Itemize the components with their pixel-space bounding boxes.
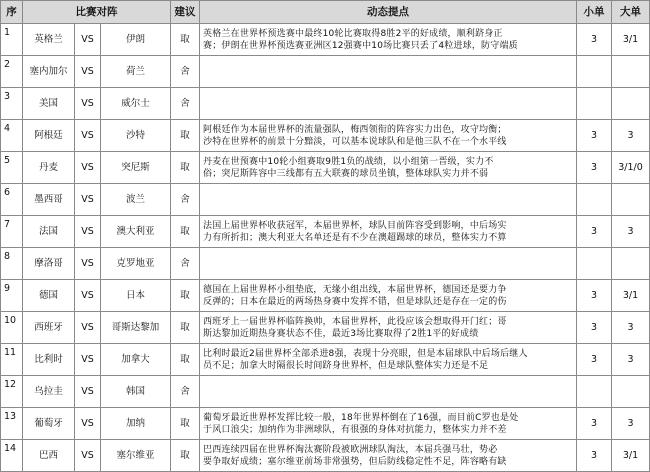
analysis-cell [200,440,577,472]
home-team: 巴西 [23,440,75,472]
analysis-cell [200,152,577,184]
advice-cell: 舍 [171,88,200,120]
analysis-line: 斯达黎加近期热身赛状态不佳，最近3场比赛取得了2胜1平的好成绩 [203,328,479,339]
small-bet [577,88,612,120]
row-number: 14 [1,440,23,472]
away-team: 哥斯达黎加 [101,312,171,344]
header-row [1,1,650,24]
away-team: 荷兰 [101,56,171,88]
home-team: 德国 [23,280,75,312]
away-team: 克罗地亚 [101,248,171,280]
small-bet: 3 [577,440,612,472]
analysis-line: 丹麦在世预赛中10轮小组赛取9胜1负的战绩，以小组第一晋级，实力不 [203,156,494,167]
big-bet: 3 [612,312,650,344]
table-row [1,344,650,376]
row-number: 13 [1,408,23,440]
row-number: 4 [1,120,23,152]
small-bet: 3 [577,120,612,152]
analysis-cell [200,184,577,216]
analysis-line: 要争取好成绩；塞尔维亚前场非常强势，但后防线稳定性不足，阵容略有缺 [203,456,507,467]
vs-label: VS [75,248,101,280]
away-team: 韩国 [101,376,171,408]
row-number: 5 [1,152,23,184]
analysis-cell [200,312,577,344]
analysis-cell [200,280,577,312]
table-row [1,184,650,216]
header-advice: 建议 [171,1,200,24]
advice-cell: 取 [171,312,200,344]
analysis-line: 阿根廷作为本届世界杯的流量强队，梅西领衔的阵容实力出色，攻守均衡； [203,124,507,135]
table-body [1,24,650,472]
vs-label: VS [75,280,101,312]
analysis-cell [200,248,577,280]
advice-cell: 取 [171,408,200,440]
header-big: 大单 [612,1,650,24]
away-team: 伊朗 [101,24,171,56]
vs-label: VS [75,120,101,152]
header-analysis: 动态提点 [200,1,577,24]
big-bet [612,56,650,88]
table-row [1,376,650,408]
home-team: 摩洛哥 [23,248,75,280]
home-team: 塞内加尔 [23,56,75,88]
analysis-line: 比利时最近2届世界杯全部杀进8强，表现十分亮眼，但是本届球队中后场后继人 [203,348,528,359]
big-bet: 3 [612,344,650,376]
away-team: 加纳 [101,408,171,440]
big-bet: 3/1/0 [612,152,650,184]
big-bet: 3 [612,216,650,248]
header-matchup: 比赛对阵 [23,1,171,24]
table-row [1,152,650,184]
table-row [1,56,650,88]
table-row [1,120,650,152]
vs-label: VS [75,24,101,56]
row-number: 9 [1,280,23,312]
advice-cell: 取 [171,440,200,472]
vs-label: VS [75,152,101,184]
big-bet: 3/1 [612,440,650,472]
away-team: 日本 [101,280,171,312]
table-row [1,88,650,120]
small-bet: 3 [577,280,612,312]
advice-cell: 舍 [171,184,200,216]
advice-cell: 取 [171,120,200,152]
home-team: 比利时 [23,344,75,376]
home-team: 乌拉圭 [23,376,75,408]
away-team: 波兰 [101,184,171,216]
vs-label: VS [75,344,101,376]
analysis-line: 俗；突尼斯阵容中三线都有五大联赛的球员坐镇，整体球队实力并不弱 [203,168,489,179]
home-team: 美国 [23,88,75,120]
analysis-line: 于风口浪尖；加纳作为非洲球队，有很强的身体对抗能力，整体实力并不差 [203,424,507,435]
analysis-line: 西班牙上一届世界杯临阵换帅，本届世界杯，此役应该会想取得开门红；哥 [203,316,507,327]
small-bet [577,248,612,280]
advice-cell: 取 [171,216,200,248]
small-bet [577,56,612,88]
away-team: 加拿大 [101,344,171,376]
small-bet: 3 [577,152,612,184]
table-row [1,280,650,312]
vs-label: VS [75,376,101,408]
table-row [1,248,650,280]
big-bet: 3 [612,120,650,152]
advice-cell: 取 [171,152,200,184]
home-team: 西班牙 [23,312,75,344]
row-number: 2 [1,56,23,88]
analysis-line: 巴西连续四届在世界杯淘汰赛阶段被欧洲球队淘汰，本届兵强马壮，势必 [203,444,498,455]
analysis-cell [200,408,577,440]
row-number: 7 [1,216,23,248]
analysis-cell [200,88,577,120]
header-small: 小单 [577,1,612,24]
analysis-line: 沙特在世界杯的前景十分黯淡，可以基本说球队和是他三队不在一个水平线 [203,136,507,147]
small-bet: 3 [577,216,612,248]
table-row [1,440,650,472]
analysis-cell [200,24,577,56]
row-number: 1 [1,24,23,56]
analysis-cell [200,56,577,88]
row-number: 12 [1,376,23,408]
big-bet: 3 [612,408,650,440]
home-team: 英格兰 [23,24,75,56]
analysis-cell [200,344,577,376]
analysis-cell [200,216,577,248]
home-team: 法国 [23,216,75,248]
big-bet [612,184,650,216]
table-row [1,312,650,344]
analysis-line: 力有所折扣；澳大利亚大名单还是有不少在澳超踢球的球员，整体实力不算 [203,232,507,243]
analysis-cell [200,376,577,408]
analysis-cell [200,120,577,152]
advice-cell: 取 [171,344,200,376]
small-bet: 3 [577,408,612,440]
home-team: 葡萄牙 [23,408,75,440]
advice-cell: 取 [171,280,200,312]
analysis-line: 英格兰在世界杯预选赛中最终10轮比赛取得8胜2平的好成绩，顺利跻身正 [203,28,503,39]
analysis-line: 葡萄牙最近世界杯发挥比较一般，18年世界杯倒在了16强，而目前C罗也是处 [203,412,519,423]
away-team: 沙特 [101,120,171,152]
analysis-line: 法国上届世界杯收获冠军，本届世界杯，球队目前阵容受到影响，中后场实 [203,220,507,231]
small-bet: 3 [577,24,612,56]
away-team: 塞尔维亚 [101,440,171,472]
home-team: 墨西哥 [23,184,75,216]
row-number: 6 [1,184,23,216]
big-bet: 3/1 [612,24,650,56]
row-number: 3 [1,88,23,120]
big-bet [612,88,650,120]
vs-label: VS [75,216,101,248]
analysis-line: 赛；伊朗在世界杯预选赛亚洲区12强赛中10场比赛只丢了4粒进球，防守端质 [203,40,518,51]
table-row [1,24,650,56]
vs-label: VS [75,88,101,120]
small-bet [577,184,612,216]
away-team: 澳大利亚 [101,216,171,248]
row-number: 10 [1,312,23,344]
home-team: 阿根廷 [23,120,75,152]
header-seq: 序 [1,1,23,24]
away-team: 突尼斯 [101,152,171,184]
table-row [1,408,650,440]
big-bet [612,248,650,280]
vs-label: VS [75,312,101,344]
analysis-line: 反弹的；日本在最近的两场热身赛中发挥不错，但是球队还是存在一定的伤 [203,296,507,307]
analysis-line: 德国在上届世界杯小组垫底，无缘小组出线，本届世界杯，德国还是要力争 [203,284,507,295]
away-team: 威尔士 [101,88,171,120]
advice-cell: 舍 [171,248,200,280]
vs-label: VS [75,440,101,472]
row-number: 11 [1,344,23,376]
vs-label: VS [75,408,101,440]
advice-cell: 取 [171,24,200,56]
small-bet: 3 [577,344,612,376]
analysis-line: 员不足；加拿大时隔很长时间跻身世界杯，但是球队整体实力还是不足 [203,360,489,371]
big-bet: 3/1 [612,280,650,312]
table-row [1,216,650,248]
small-bet: 3 [577,312,612,344]
home-team: 丹麦 [23,152,75,184]
small-bet [577,376,612,408]
big-bet [612,376,650,408]
row-number: 8 [1,248,23,280]
vs-label: VS [75,184,101,216]
vs-label: VS [75,56,101,88]
advice-cell: 舍 [171,56,200,88]
advice-cell: 舍 [171,376,200,408]
